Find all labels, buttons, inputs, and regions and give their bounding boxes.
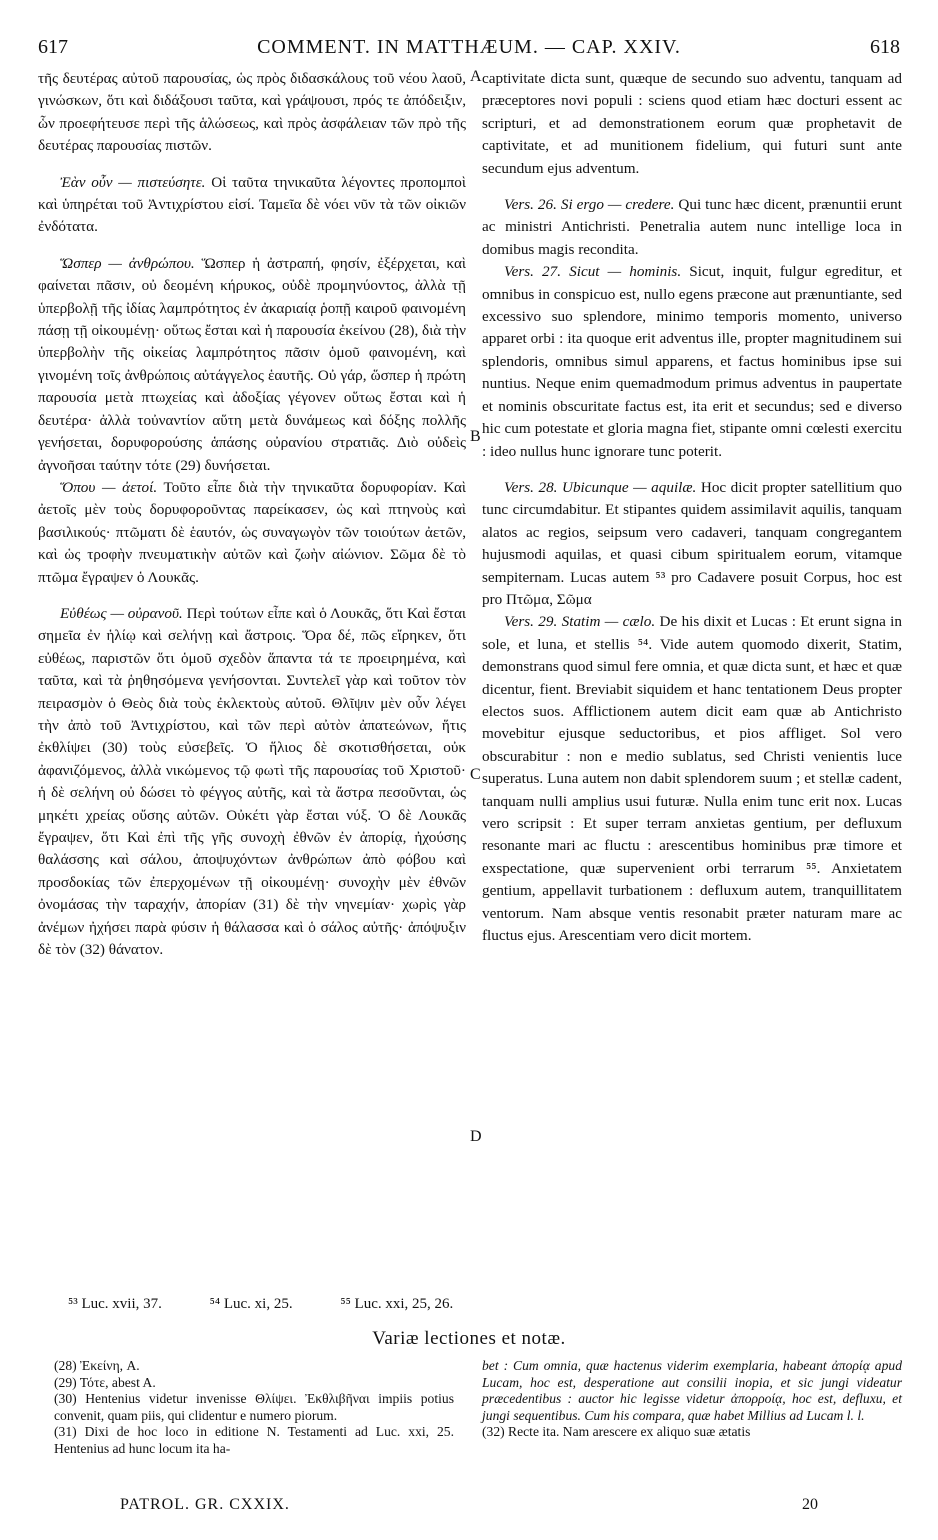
note-item: (28) Ἐκείνη, A. — [54, 1358, 140, 1373]
notes-title: Variæ lectiones et notæ. — [372, 1328, 566, 1349]
margin-letter-c: C — [470, 766, 481, 783]
scripture-references — [68, 1296, 497, 1313]
greek-text: Περὶ τούτων εἶπε καὶ ὁ Λουκᾶς, ὅτι Καὶ ἔσται σημεῖα ἐν ἡλίῳ καὶ σελήνῃ καὶ ἄστροις. Ὅρα δέ, πῶς εἴρηκεν, ὅτι εὐθέως, παριστῶν ὅτι ὁμοῦ σχεδὸν ἅπαντα τά τε προειρημένα, καὶ ταῦτα, καὶ τὰ ῥηθησόμενα γενήσονται. Συντελεῖ γὰρ καὶ τοῦτον τὸν πειρασμὸν ὁ Θεὸς διὰ τοὺς ἐκλεκτοὺς αὐτοῦ. Θλῖψιν μὲν οὖν λέγει τὴν ἀπὸ τοῦ Ἀντιχρίστου, καὶ τῶν περὶ αὐτὸν ἀπατεώνων, ἥτις ἐκθλίψει (30) τοὺς εὐσεβεῖς. Ὁ ἥλιος δὲ σκοτισθήσεται, οὐκ ἀφανιζόμενος, ἀλλὰ νικώμενος τῷ φωτὶ τῆς παρουσίας τοῦ Χριστοῦ· ἡ δὲ σελήνη οὐ δώσει τὸ φέγγος αὐτῆς, καὶ τὰ ἄστρα πεσοῦνται, ὡς μηκέτι χρείας οὔσης αὐτῶν. Οὐκέτι γὰρ ἔσται νύξ. Ὁ δὲ Λουκᾶς ἔγραψεν, ὅτι Καὶ ἐπὶ τῆς γῆς συνοχὴ ἐθνῶν ἐν ἀπορίᾳ, ἠχούσης θαλάσσης καὶ σάλου, ἀποψυχόντων ἀνθρώπων ἀπὸ φόβου καὶ προσδοκίας τῶν ἐπερχομένων τῇ οἰκουμένῃ· συνοχὴν μὲν ἐθνῶν ὀνομάσας τὴν ταραχήν, ἀπορίαν (31) δὲ τὴν νηνεμίαν· χωρὶς γὰρ ἀνέμων ἠχήσει παρὰ φύσιν ἡ θάλασσα καὶ ὁ σάλος αὐτῆς· ἀπόψυξιν δὲ τὸν (32) θάνατον. — [38, 604, 466, 959]
greek-lemma: Ἐὰν οὖν — πιστεύσητε. — [60, 173, 206, 191]
greek-lemma: Εὐθέως — οὐρανοῦ. — [60, 604, 183, 622]
latin-paragraph — [482, 194, 902, 261]
greek-paragraph — [38, 253, 466, 477]
running-title: COMMENT. IN MATTHÆUM. — CAP. XXIV. — [257, 36, 681, 58]
greek-paragraph — [38, 172, 466, 239]
greek-text: Ὥσπερ ἡ ἀστραπή, φησίν, ἐξέρχεται, καὶ φαίνεται πᾶσιν, οὐ δεομένη κήρυκος, οὐδὲ προμηνύοντος, ἀλλὰ τῇ ὑπερβολῇ τῆς ἰδίας λαμπρότητος ἐν ἀκαριαίᾳ ῥοπῇ καιροῦ φαινομένη πάσῃ τῇ οἰκουμένῃ· οὕτως ἔσται καὶ ἡ παρουσία ἐκείνου (28), διὰ τὴν ὑπερβολὴν τῆς οἰκείας λαμπρότητος πᾶσιν ὁμοῦ φαινομένη, καὶ γινομένη τοῖς ἀνθρώποις αὐτάγγελος ἑαυτῆς. Οὐ γάρ, ὥσπερ ἡ πρώτη παρουσία μετὰ πτωχείας καὶ ἀδοξίας γέγονεν οὕτως ἔσται καὶ ἡ δευτέρα· ἀλλὰ τοὐναντίον αὕτη μετὰ δυνάμεως καὶ δόξης πολλῆς γενήσεται, δορυφορούσης ἁπάσης οὐρανίου στρατιᾶς. Διὸ οὐδεὶς ἀγνοῆσαι ταύτην τότε (29) δυνήσεται. — [38, 254, 466, 474]
greek-column — [38, 68, 466, 961]
margin-letter-a: A — [470, 68, 482, 85]
page-number-right: 618 — [870, 36, 900, 58]
latin-paragraph — [482, 611, 902, 947]
signature-number: 20 — [802, 1496, 818, 1513]
latin-paragraph — [482, 477, 902, 611]
greek-text: Οἱ ταῦτα τηνικαῦτα λέγοντες προπομποὶ καὶ ὑπηρέται τοῦ Ἀντιχρίστου εἰσί. Ταμεῖα δὲ νόει νῦν τὰ τῶν οἰκιῶν ἐνδότατα. — [38, 173, 466, 236]
latin-text: De his dixit et Lucas : Et erunt signa in sole, et luna, et stellis ⁵⁴. Vide autem quomodo dixerit, Statim, demonstrans quod simul fere omnia, et quæ dicta sunt, et hæc et quæ dicentur, fient. Breviabit siquidem et hanc tentationem Deus propter electos suos. Afflictionem autem dicit eam quæ ab Antichristo movebitur ejusque seductoribus, et pios affliget. Sol vero obscurabitur : non e medio sublatus, sed Christi venientis luce superatus. Luna autem non dabit splendorem suum ; et stellæ cadent, tanquam nulli amplius usui futuræ. Nulla enim tunc erit nox. Lucas vero scripsit : Et super terram anxietas gentium, per defluxum resonante mari ac fluctu : arescentibus hominibus præ timore et exspectatione, quæ supervenient orbi terrarum ⁵⁵. Anxietatem gentium, appellavit turbationem : defluxum autem, tranquillitatem ventorum. Nam absque ventis resonabit præter naturam mare ac fluctus ejus. Arescentiam vero dicit mortem. — [482, 613, 902, 945]
greek-paragraph — [38, 477, 466, 589]
latin-lemma: Vers. 27. Sicut — hominis. — [504, 263, 682, 281]
greek-lemma: Ὥσπερ — ἀνθρώπου. — [60, 254, 195, 272]
notes-left-column — [54, 1358, 454, 1458]
series-signature: PATROL. GR. CXXIX. — [120, 1496, 290, 1513]
greek-text: Τοῦτο εἶπε διὰ τὴν τηνικαῦτα δορυφορίαν. Καὶ ἀετοῖς μὲν τοὺς δορυφοροῦντας παρείκασεν, ὡς καὶ πτηνοὺς καὶ βασιλικούς· πτῶματι δὲ ἑαυτόν, ὡς συναγωγὸν τῶν τοιούτων ἀετῶν, καὶ ὡς τροφὴν πνευματικὴν αὐτῶν καὶ ζωὴν αἰώνιον. Σῶμα δὲ τὸ πτῶμα ἔγραψεν ὁ Λουκᾶς. — [38, 478, 466, 586]
latin-lemma: Vers. 29. Statim — cælo. — [504, 613, 656, 631]
note-item: (32) Recte ita. Nam arescere ex aliquo suæ ætatis — [482, 1424, 751, 1440]
page-header — [38, 36, 900, 60]
scripture-ref: ⁵⁵ Luc. xxi, 25, 26. — [340, 1296, 454, 1312]
scripture-ref: ⁵³ Luc. xvii, 37. — [68, 1296, 162, 1312]
latin-paragraph — [482, 68, 902, 180]
latin-text: Hoc dicit propter satellitium quo tunc circumdabitur. Et stipantes quidem assimilavit aquilis, tanquam alatos ac regios, seipsum vero cadaveri, tanquam congregantem hujusmodi aquilas, et quasi cibum spiritualem eorum, vitamque sempiternam. Lucas autem ⁵³ pro Cadavere posuit Corpus, hoc est pro Πτῶμα, Σῶμα — [482, 478, 902, 608]
greek-paragraph — [38, 603, 466, 962]
greek-text: τῆς δευτέρας αὐτοῦ παρουσίας, ὡς πρὸς διδασκάλους τοῦ νέου λαοῦ, γινώσκων, ὅτι καὶ διδάξουσι ταῦτα, καὶ γράψουσι, πρός τε ἀπόδειξιν, ὧν προεφήτευσε περὶ τῆς ἁλώσεως, καὶ πρὸς ἀσφάλειαν τῶν πρὸ τῆς δευτέρας παρουσίας πιστῶν. — [38, 70, 466, 155]
latin-text: captivitate dicta sunt, quæque de secundo suo adventu, tanquam ad præceptores novi populi : sciens quod etiam hæc docturi essent ac scripturi, et ad demonstrationem eorum quæ prophetavit de captivitate, et ad munitionem fidelium, qui futuri sunt ante secundum ejus adventum. — [482, 70, 902, 177]
greek-lemma: Ὅπου — ἀετοί. — [60, 478, 158, 496]
latin-text: Sicut, inquit, fulgur egreditur, et omnibus in conspicuo est, nullo egens præcone aut prænuntiante, sed excessivo suo splendore, minimo temporis momento, universo apparet orbi : ita quoque erit adventus ille, propter magnitudinem sui splendoris, omnibus simul apparens, et factus hominibus ipse sui nuntius. Neque enim quemadmodum primus adventus in paupertate et nominis obscuritate factus est, ita erit et secundus; sed e diverso hic cum potestate et gloria magna fiet, stipante omni cœlesti exercitu : ideo nullus hunc ignorare tunc poterit. — [482, 263, 903, 460]
latin-lemma: Vers. 28. Ubicunque — aquilæ. — [504, 478, 697, 496]
scripture-ref: ⁵⁴ Luc. xi, 25. — [209, 1296, 293, 1312]
greek-paragraph — [38, 68, 466, 158]
note-item: bet : Cum omnia, quæ hactenus viderim exemplaria, habeant ἀπορίᾳ apud Lucam, hoc est, desperatione aut consilii inopia, et sic jungi videatur præcedentibus : auctor hic legisse videtur ἀπορροίᾳ, hoc est, defluxu, et jungi sequentibus. Cum his compara, quæ habet Millius ad Lucam l. l. — [482, 1358, 902, 1423]
note-item: (30) Hentenius videtur invenisse Θλίψει. Ἐκθλιβῆναι impiis potius convenit, quam piis, qui clidentur e numero piorum. — [54, 1391, 454, 1423]
margin-letter-d: D — [470, 1128, 482, 1145]
note-item: (29) Τότε, abest A. — [54, 1374, 156, 1390]
page-number-left: 617 — [38, 36, 68, 58]
notes-right-column — [482, 1358, 902, 1441]
latin-lemma: Vers. 26. Si ergo — credere. — [504, 196, 675, 214]
latin-paragraph — [482, 261, 902, 463]
margin-letter-b: B — [470, 428, 481, 445]
latin-column — [482, 68, 902, 947]
latin-text: Qui tunc hæc dicent, prænuntii erunt ac ministri Antichristi. Penetralia autem nunc intellige loca in domibus magis recondita. — [482, 196, 902, 258]
note-item: (31) Dixi de hoc loco in editione N. Testamenti ad Luc. xxi, 25. Hentenius ad hunc locum ita ha- — [54, 1424, 454, 1456]
